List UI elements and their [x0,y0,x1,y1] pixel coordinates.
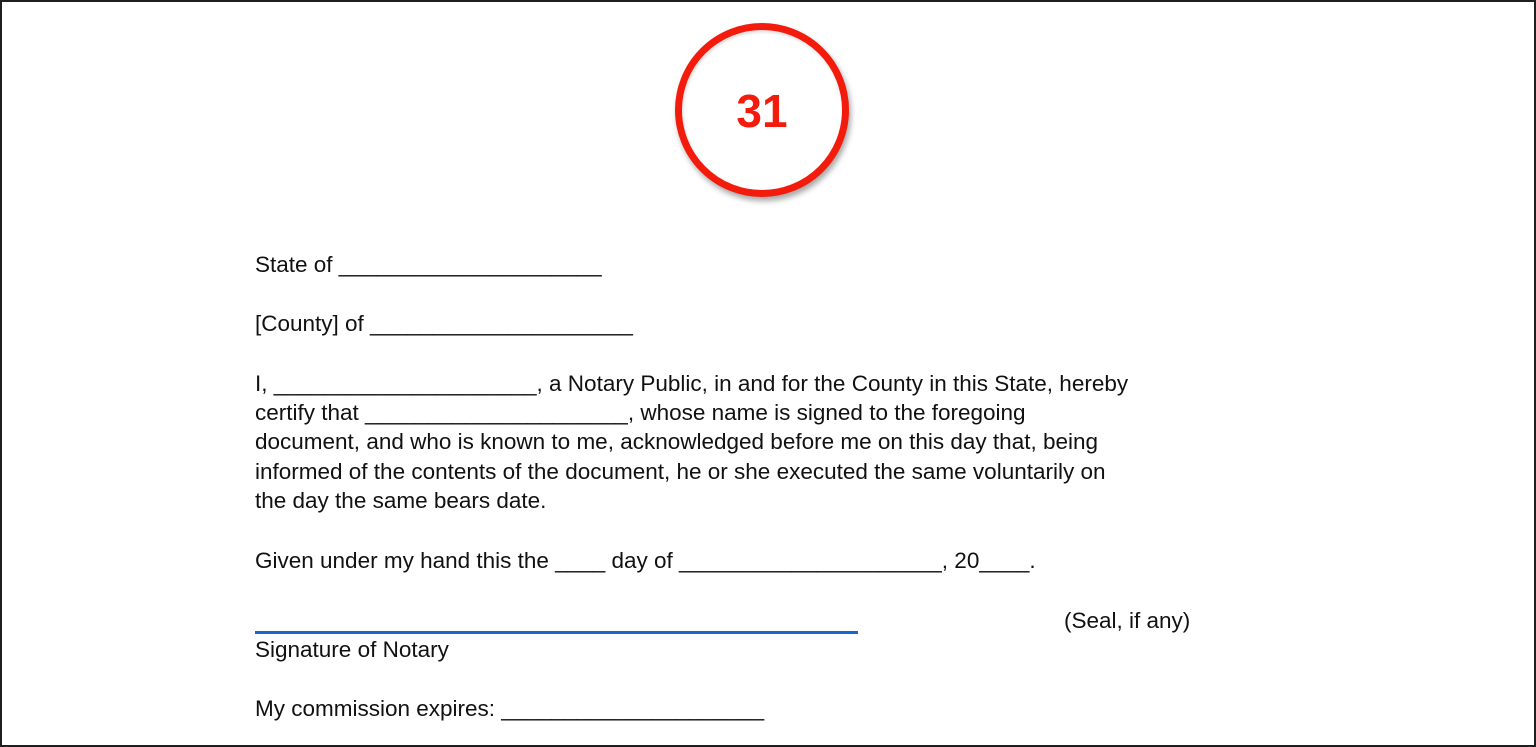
given-under-hand-line: Given under my hand this the ____ day of _____________________, 20____. [255,548,1036,573]
commission-expires-line: My commission expires: _____________________ [255,696,765,721]
certificate-text-line-4: informed of the contents of the document, he or she executed the same voluntarily on [255,459,1106,484]
state-field-line: State of _____________________ [255,252,602,277]
signature-line [255,631,858,634]
step-number-badge [675,23,849,197]
certificate-text-line-2: certify that _____________________, whose name is signed to the foregoing [255,400,1026,425]
step-number: 31 [736,85,788,137]
signature-label: Signature of Notary [255,637,449,662]
county-field-line: [County] of _____________________ [255,311,633,336]
seal-label: (Seal, if any) [1064,608,1191,633]
certificate-text-line-5: the day the same bears date. [255,488,547,513]
certificate-text-line-1: I, _____________________, a Notary Public, in and for the County in this State, hereby [255,371,1129,396]
certificate-text-line-3: document, and who is known to me, acknowledged before me on this day that, being [255,429,1099,454]
